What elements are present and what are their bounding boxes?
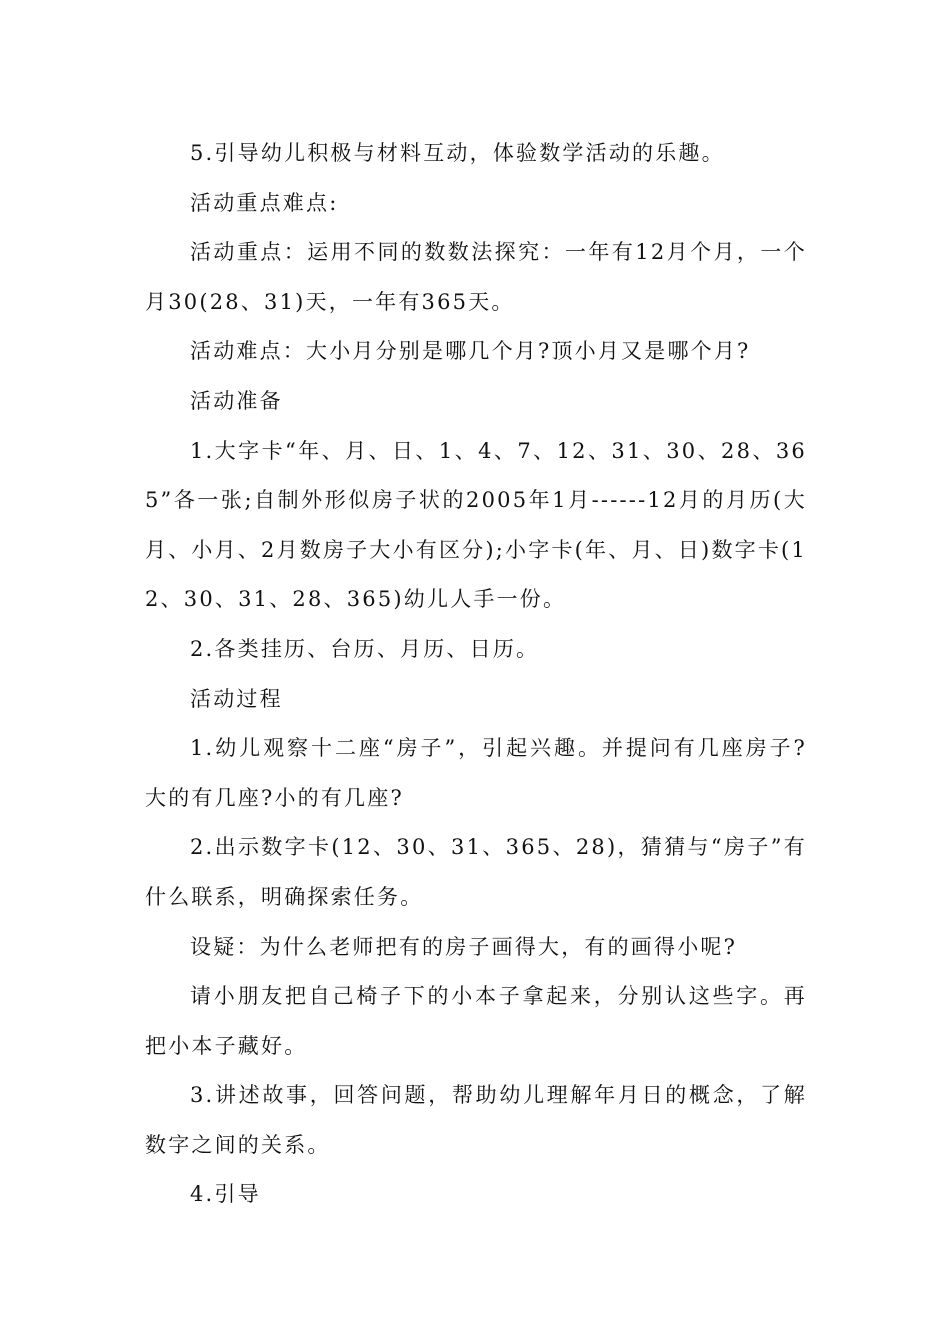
difficult-point-paragraph: 活动难点：大小月分别是哪几个月?顶小月又是哪个月? xyxy=(190,339,751,364)
section-heading-process: 活动过程 xyxy=(190,686,283,711)
section-heading-preparation: 活动准备 xyxy=(190,388,283,413)
process-step-4: 4.引导 xyxy=(190,1182,261,1207)
process-step-2: 2.出示数字卡(12、30、31、365、28)，猜猜与“房子”有什么联系，明确探索任务。 xyxy=(145,835,807,909)
document-body xyxy=(145,129,807,1220)
section-heading-key-difficult-points: 活动重点难点: xyxy=(190,190,339,215)
process-step-3: 3.讲述故事，回答问题，帮助幼儿理解年月日的概念，了解数字之间的关系。 xyxy=(145,1083,807,1157)
process-step-1: 1.幼儿观察十二座“房子”，引起兴趣。并提问有几座房子?大的有几座?小的有几座? xyxy=(145,736,807,810)
process-question: 设疑：为什么老师把有的房子画得大，有的画得小呢? xyxy=(190,934,738,959)
key-point-paragraph: 活动重点：运用不同的数数法探究：一年有12月个月，一个月30(28、31)天，一年有365天。 xyxy=(145,240,807,314)
process-instruction: 请小朋友把自己椅子下的小本子拿起来，分别认这些字。再把小本子藏好。 xyxy=(145,984,807,1058)
preparation-item-1: 1.大字卡“年、月、日、1、4、7、12、31、30、28、365”各一张;自制外形似房子状的2005年1月------12月的月历(大月、小月、2月数房子大小有区分);小字卡(年、月、日)数字卡(12、30、31、28、365)幼儿人手一份。 xyxy=(145,438,807,612)
goal-item-5: 5.引导幼儿积极与材料互动，体验数学活动的乐趣。 xyxy=(190,141,725,165)
preparation-item-2: 2.各类挂历、台历、月历、日历。 xyxy=(190,636,540,661)
